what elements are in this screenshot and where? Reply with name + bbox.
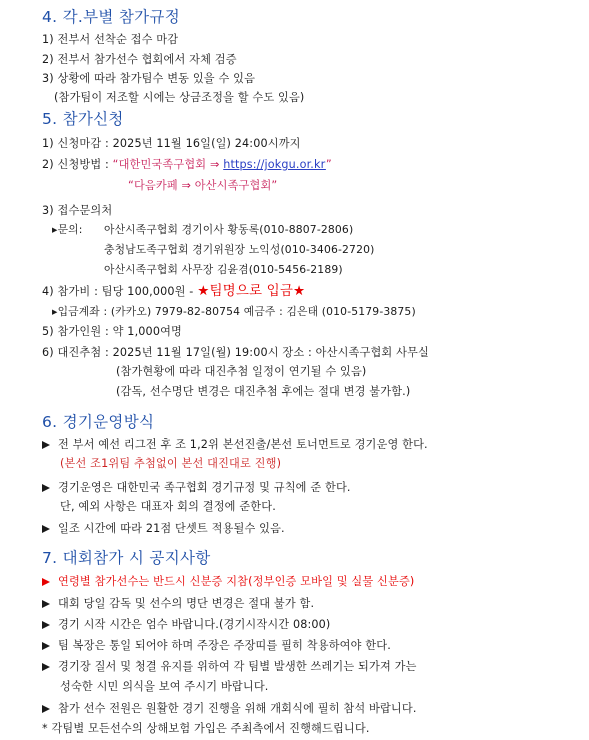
bullet-triangle-icon bbox=[42, 578, 50, 586]
fee-line bbox=[42, 284, 305, 299]
bullet-item: 대회 당일 감독 및 선수의 명단 변경은 절대 불가 함. bbox=[42, 597, 314, 611]
bullet-continuation: 성숙한 시민 의식을 보여 주시기 바랍니다. bbox=[60, 680, 269, 693]
rule-line: 2) 전부서 참가선수 협회에서 자체 검증 bbox=[42, 53, 237, 66]
rule-note: (참가팀이 저조할 시에는 상금조정을 할 수도 있음) bbox=[54, 91, 305, 104]
method-cafe: “다음카페 ⇒ 아산시족구협회” bbox=[128, 179, 278, 192]
bullet-item: 경기 시작 시간은 엄수 바랍니다.(경기시작시간 08:00) bbox=[42, 618, 330, 632]
bullet-triangle-icon bbox=[42, 705, 50, 713]
method-end: ” bbox=[325, 158, 332, 171]
bullet-item: 경기운영은 대한민국 족구협회 경기규정 및 규칙에 준 한다. bbox=[42, 481, 351, 495]
draw-note: (감독, 선수명단 변경은 대진추첨 후에는 절대 변경 불가함.) bbox=[116, 385, 411, 398]
bullet-triangle-icon bbox=[42, 484, 50, 492]
bullet-triangle-icon bbox=[42, 600, 50, 608]
method-label: 2) 신청방법 : bbox=[42, 158, 113, 171]
section-7-title: 7. 대회참가 시 공지사항 bbox=[42, 549, 211, 567]
section-5-title: 5. 참가신청 bbox=[42, 110, 124, 128]
fee-highlight: ★팀명으로 입금★ bbox=[197, 283, 306, 299]
contact-line: 아산시족구협회 경기이사 황동록(010-8807-2806) bbox=[104, 223, 354, 236]
section-4-title: 4. 각.부별 참가규정 bbox=[42, 8, 180, 26]
inquiry-label: 3) 접수문의처 bbox=[42, 204, 113, 217]
draw-note: (참가현황에 따라 대진추첨 일정이 연기될 수 있음) bbox=[116, 365, 367, 378]
bullet-triangle-icon bbox=[42, 642, 50, 650]
footnote: * 각팀별 모든선수의 상해보험 가입은 주최측에서 진행해드립니다. bbox=[42, 722, 370, 735]
method-org: “대한민국족구협회 ⇒ bbox=[112, 158, 224, 171]
jokgu-link[interactable]: https://jokgu.or.kr bbox=[223, 158, 326, 171]
contact-line: 충청남도족구협회 경기위원장 노익성(010-3406-2720) bbox=[104, 243, 375, 256]
bullet-triangle-icon bbox=[42, 441, 50, 449]
account-line: ▸입금계좌 : (카카오) 7979-82-80754 예금주 : 김은태 (010-5179-3875) bbox=[52, 305, 416, 318]
section-6-title: 6. 경기운영방식 bbox=[42, 413, 155, 431]
bullet-item: 팀 복장은 통일 되어야 하며 주장은 주장띠를 필히 착용하여야 한다. bbox=[42, 639, 391, 653]
deadline-line: 1) 신청마감 : 2025년 11월 16일(일) 24:00시까지 bbox=[42, 137, 301, 150]
bullet-triangle-icon bbox=[42, 525, 50, 533]
bullet-item: 일조 시간에 따라 21점 단셋트 적용될수 있음. bbox=[42, 522, 285, 536]
bullet-note: (본선 조1위팀 추첨없이 본선 대진대로 진행) bbox=[60, 457, 282, 470]
bullet-item: 연령별 참가선수는 반드시 신분증 지참(정부인증 모바일 및 실물 신분증) bbox=[42, 575, 414, 589]
players-line: 5) 참가인원 : 약 1,000여명 bbox=[42, 325, 183, 338]
rule-line: 1) 전부서 선착순 접수 마감 bbox=[42, 33, 179, 46]
bullet-item: 전 부서 예선 리그전 후 조 1,2위 본선진출/본선 토너먼트로 경기운영 한다. bbox=[42, 438, 428, 452]
method-line bbox=[42, 158, 332, 172]
bullet-item: 경기장 질서 및 청결 유지를 위하여 각 팀별 발생한 쓰레기는 되가져 가는 bbox=[42, 660, 417, 674]
fee-text: 4) 참가비 : 팀당 100,000원 - bbox=[42, 285, 198, 298]
bullet-item: 참가 선수 전원은 원활한 경기 진행을 위해 개회식에 필히 참석 바랍니다. bbox=[42, 702, 417, 716]
draw-line: 6) 대진추첨 : 2025년 11월 17일(월) 19:00시 장소 : 아산시족구협회 사무실 bbox=[42, 346, 429, 359]
rule-line: 3) 상황에 따라 참가팀수 변동 있을 수 있음 bbox=[42, 72, 256, 85]
bullet-note: 단, 예외 사항은 대표자 회의 결정에 준한다. bbox=[60, 500, 276, 513]
inquiry-prefix: ▸문의: bbox=[52, 223, 83, 236]
bullet-triangle-icon bbox=[42, 663, 50, 671]
bullet-triangle-icon bbox=[42, 621, 50, 629]
contact-line: 아산시족구협회 사무장 김윤겸(010-5456-2189) bbox=[104, 263, 343, 276]
